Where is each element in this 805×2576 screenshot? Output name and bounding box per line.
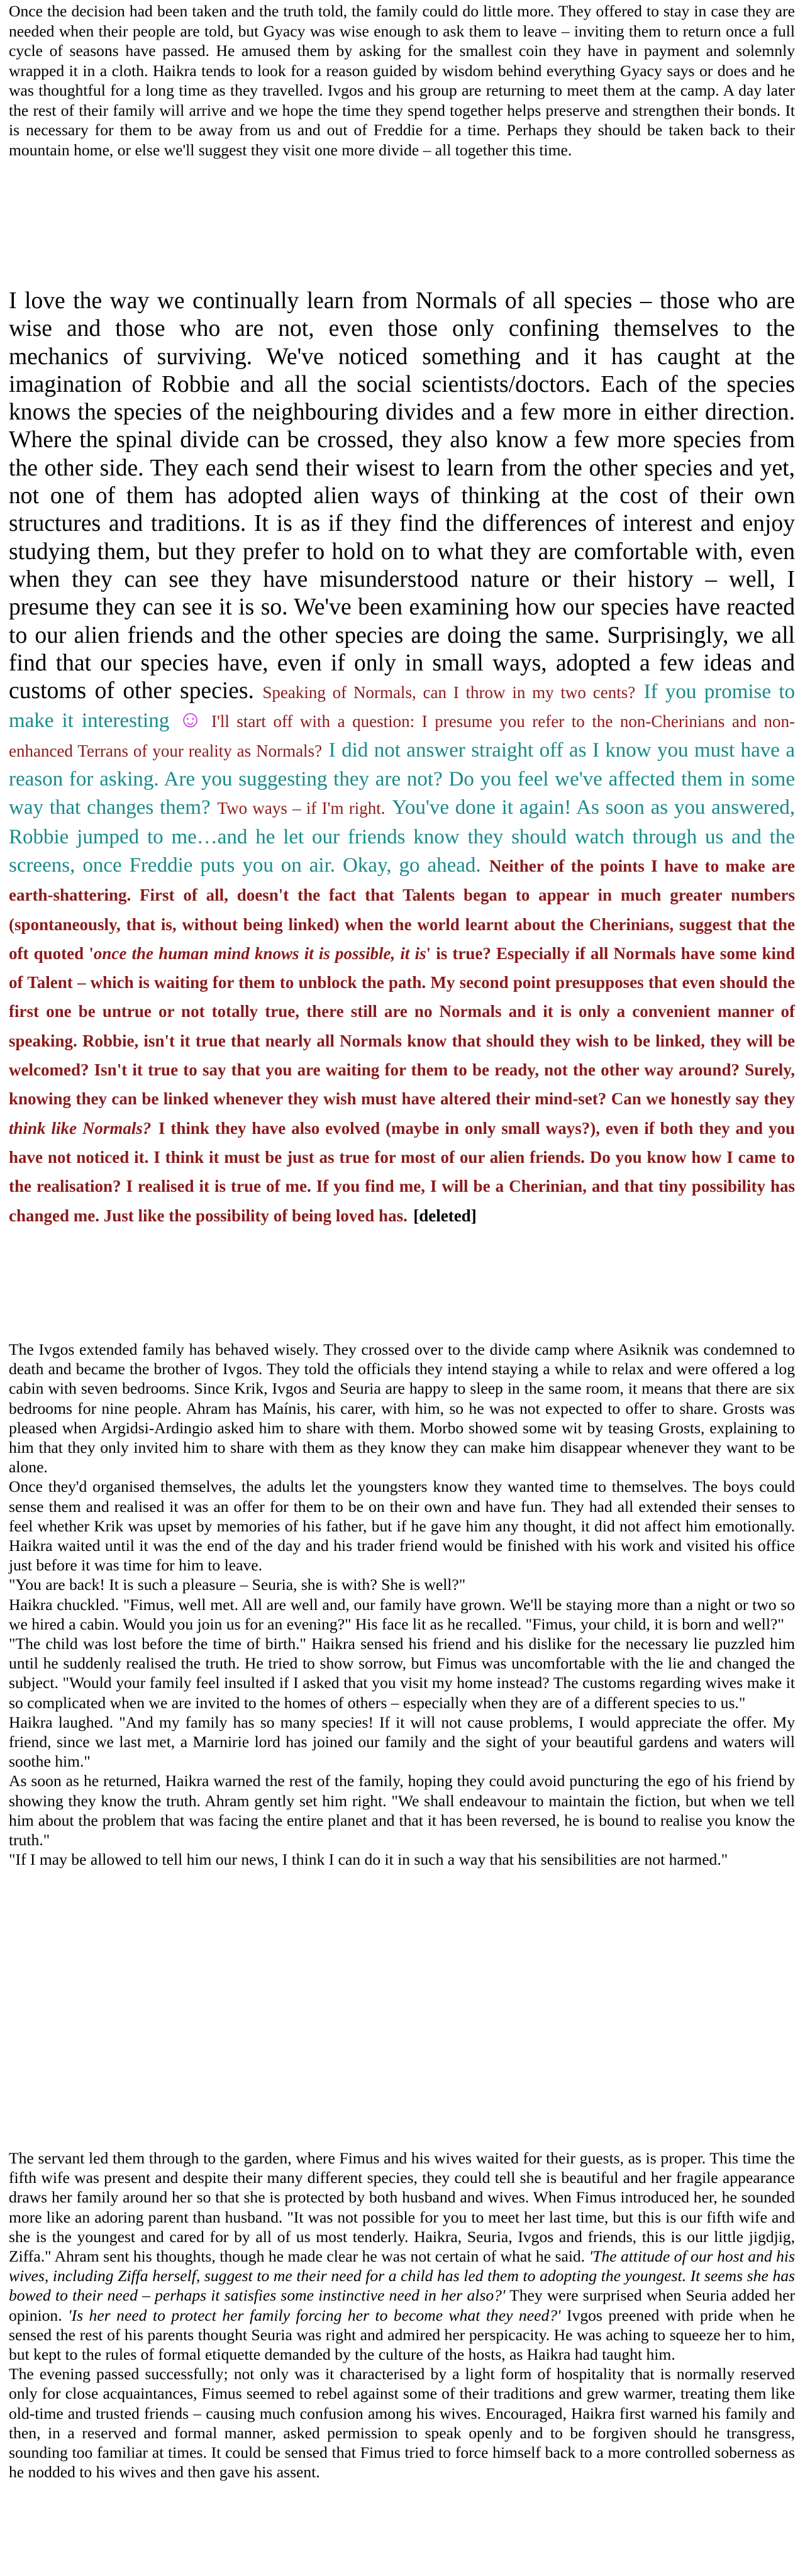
reader-argument: Neither of the points I have to make are earth-shattering. First of all, doesn't the fact that Talents began to appear in much greater numbers (spontaneously, that is, without being linked) when the world learnt about the Cherinians, suggest that the oft quoted ': [9, 856, 795, 963]
dialogue-line: Haikra laughed. "And my family has so many species! If it will not cause problems, I would appreciate the offer. My friend, since we last met, a Marnirie lord has joined our family and the sight of your beautiful gardens and waters will soothe him.": [9, 1713, 795, 1771]
smiley-icon: ☺: [178, 707, 203, 733]
section-garden-visit: [9, 2148, 795, 2482]
telepathic-thought: 'Is her need to protect her family forcing her to become what they need?': [68, 2306, 561, 2324]
reader-argument-quote: once the human mind knows it is possible, it is: [93, 943, 426, 963]
paragraph-text: The servant led them through to the garden, where Fimus and his wives waited for their guests, as is proper. This time the fifth wife was present and despite their many different species, they could tell she is beautiful and her fragile appearance draws her family around her so that she is protected by both husband and wives. When Fimus introduced her, he sounded more like an adoring parent than husband. "It was not possible for you to meet her last time, but this is our fifth wife and she is the youngest and cared for by all of us most tenderly. Haikra, Seuria, Ivgos and friends, this is our little jigdjig, Ziffa." Ahram sent his thoughts, though he made clear he was not certain of what he said.: [9, 2149, 795, 2266]
reader-comment: Two ways – if I'm right.: [217, 799, 386, 818]
section-normals-dialogue: [9, 287, 795, 1230]
paragraph: The evening passed successfully; not only was it characterised by a light form of hospitality that is normally reserved only for close acquaintances, Fimus seemed to rebel against some of their traditions and grew warmer, treating them like old-time and trusted friends – causing much confusion among his wives. Encouraged, Haikra first warned his family and then, in a reserved and formal manner, asked permission to speak openly and to be forgiven should he transgress, sounding too familiar at times. It could be sensed that Fimus tried to force himself back to a more controlled soberness as he nodded to his wives and then gave his assent.: [9, 2365, 795, 2482]
author-reply: You've done it again! As soon as you answered, Robbie jumped to me…and he let our friends know they should watch through us and the screens, once Freddie puts you on air. Okay, go ahead.: [9, 796, 795, 877]
author-reply: I did not answer straight off as I know you must have a reason for asking. Are you suggesting they are not? Do you feel we've affected them in some way that changes them?: [9, 738, 795, 819]
telepathic-thought: 'The attitude of our host and his wives, including Ziffa herself, suggest to me their need for a child has led them to adopting the youngest. It seems she has bowed to their need – perhaps it satisfies some instinctive need in her also?': [9, 2247, 795, 2305]
dialogue-line: "The child was lost before the time of birth." Haikra sensed his friend and his dislike for the necessary lie puzzled him until he suddenly realised the truth. He tried to show sorrow, but Fimus was uncomfortable with the lie and changed the subject. "Would your family feel insulted if I asked that you visit my home instead? The customs regarding wives make it so complicated when we are invited to the homes of others – especially when they are of a different species to us.": [9, 1635, 795, 1712]
deleted-marker: [deleted]: [413, 1206, 477, 1225]
section-ivgos-family: [9, 1340, 795, 1869]
dialogue-line: "You are back! It is such a pleasure – Seuria, she is with? She is well?": [9, 1575, 466, 1594]
paragraph-text: Ivgos preened with pride when he sensed the rest of his parents thought Seuria was right and admired her perspicacity. He was aching to squeeze her to him, but kept to the rules of formal etiquette demanded by the culture of the hosts, as Haikra had taught him.: [9, 2306, 795, 2364]
reader-argument-emphasis: think like Normals?: [9, 1118, 152, 1138]
section-family-departure: [9, 1, 795, 160]
dialogue-line: "If I may be allowed to tell him our news, I think I can do it in such a way that his sensibilities are not harmed.": [9, 1850, 728, 1869]
paragraph: [9, 2148, 795, 2364]
paragraph: As soon as he returned, Haikra warned the rest of the family, hoping they could avoid puncturing the ego of his friend by showing they know the truth. Ahram gently set him right. "We shall endeavour to maintain the fiction, but when we tell him about the problem that was facing the entire planet and that it has been reversed, he is bound to realise you know the truth.": [9, 1772, 795, 1850]
paragraph: The Ivgos extended family has behaved wisely. They crossed over to the divide camp where Asiknik was condemned to death and became the brother of Ivgos. They told the officials they intend staying a while to relax and were offered a log cabin with seven bedrooms. Since Krik, Ivgos and Seuria are happy to sleep in the same room, it means that there are six bedrooms for nine people. Ahram has Maínis, his carer, with him, so he was not expected to offer to share. Grosts was pleased when Argidsi-Ardingio asked him to share with them. Morbo showed some wit by teasing Grosts, explaining to him that they only invited him to share with them as they know they can make him disappear whenever they want to be alone.: [9, 1340, 795, 1477]
reader-argument: ' is true? Especially if all Normals have some kind of Talent – which is waiting for them to unblock the path. My second point presupposes that even should the first one be untrue or not totally true, there still are no Normals and it is only a convenient manner of speaking. Robbie, isn't it true that nearly all Normals know that should they wish to be linked, they will be welcomed? Isn't it true to say that you are waiting for them to be ready, not the other way around? Surely, knowing they can be linked whenever they wish must have altered their mind-set? Can we honestly say they: [9, 943, 795, 1109]
paragraph: Once the decision had been taken and the truth told, the family could do little more. They offered to stay in case they are needed when their people are told, but Gyacy was wise enough to ask them to leave – inviting them to return once a full cycle of seasons have passed. He amused them by asking for the smallest coin they have in payment and solemnly wrapped it in a cloth. Haikra tends to look for a reason guided by wisdom behind everything Gyacy says or does and he was thoughtful for a long time as they travelled. Ivgos and his group are returning to meet them at the camp. A day later the rest of their family will arrive and we hope the time they spend together helps preserve and strengthen their bonds. It is necessary for them to be away from us and out of Freddie for a time. Perhaps they should be taken back to their mountain home, or else we'll suggest they visit one more divide – all together this time.: [9, 2, 795, 159]
dialogue-line: Haikra chuckled. "Fimus, well met. All are well and, our family have grown. We'll be staying more than a night or two so we hired a cabin. Would you join us for an evening?" His face lit as he recalled. "Fimus, your child, it is born and well?": [9, 1595, 795, 1633]
paragraph: Once they'd organised themselves, the adults let the youngsters know they wanted time to themselves. The boys could sense them and realised it was an offer for them to be on their own and have fun. They had all extended their senses to feel whether Krik was upset by memories of his father, but if he gave him any thought, it did not affect him emotionally. Haikra waited until it was the end of the day and his trader friend would be finished with his work and visited his office just before it was time for him to leave.: [9, 1477, 795, 1575]
narration-text: I love the way we continually learn from Normals of all species – those who are wise and those who are not, even those only confining themselves to the mechanics of surviving. We've noticed something and it has caught at the imagination of Robbie and all the social scientists/doctors. Each of the species knows the species of the neighbouring divides and a few more in either direction. Where the spinal divide can be crossed, they also know a few more species from the other side. They each send their wisest to learn from the other species and yet, not one of them has adopted alien ways of thinking at the cost of their own structures and traditions. It is as if they find the differences of interest and enjoy studying them, but they prefer to hold on to what they are comfortable with, even when they can see they have misunderstood nature or their history – well, I presume they can see it is so. We've been examining how our species have reacted to our alien friends and the other species are doing the same. Surprisingly, we all find that our species have, even if only in small ways, adopted a few ideas and customs of other species.: [9, 288, 795, 704]
reader-comment: I'll start off with a question: I presume you refer to the non-Cherinians and non-enhanced Terrans of your reality as Normals?: [9, 712, 795, 760]
paragraph-text: They were surprised when Seuria added her opinion.: [9, 2286, 795, 2324]
reader-argument: I think they have also evolved (maybe in only small ways?), even if both they and you have not noticed it. I think it must be just as true for most of our alien friends. Do you know how I came to the realisation? I realised it is true of me. If you find me, I will be a Cherinian, and that tiny possibility has changed me. Just like the possibility of being loved has.: [9, 1118, 796, 1225]
author-reply: If you promise to make it interesting: [9, 680, 795, 733]
reader-comment: Speaking of Normals, can I throw in my two cents?: [262, 683, 636, 702]
